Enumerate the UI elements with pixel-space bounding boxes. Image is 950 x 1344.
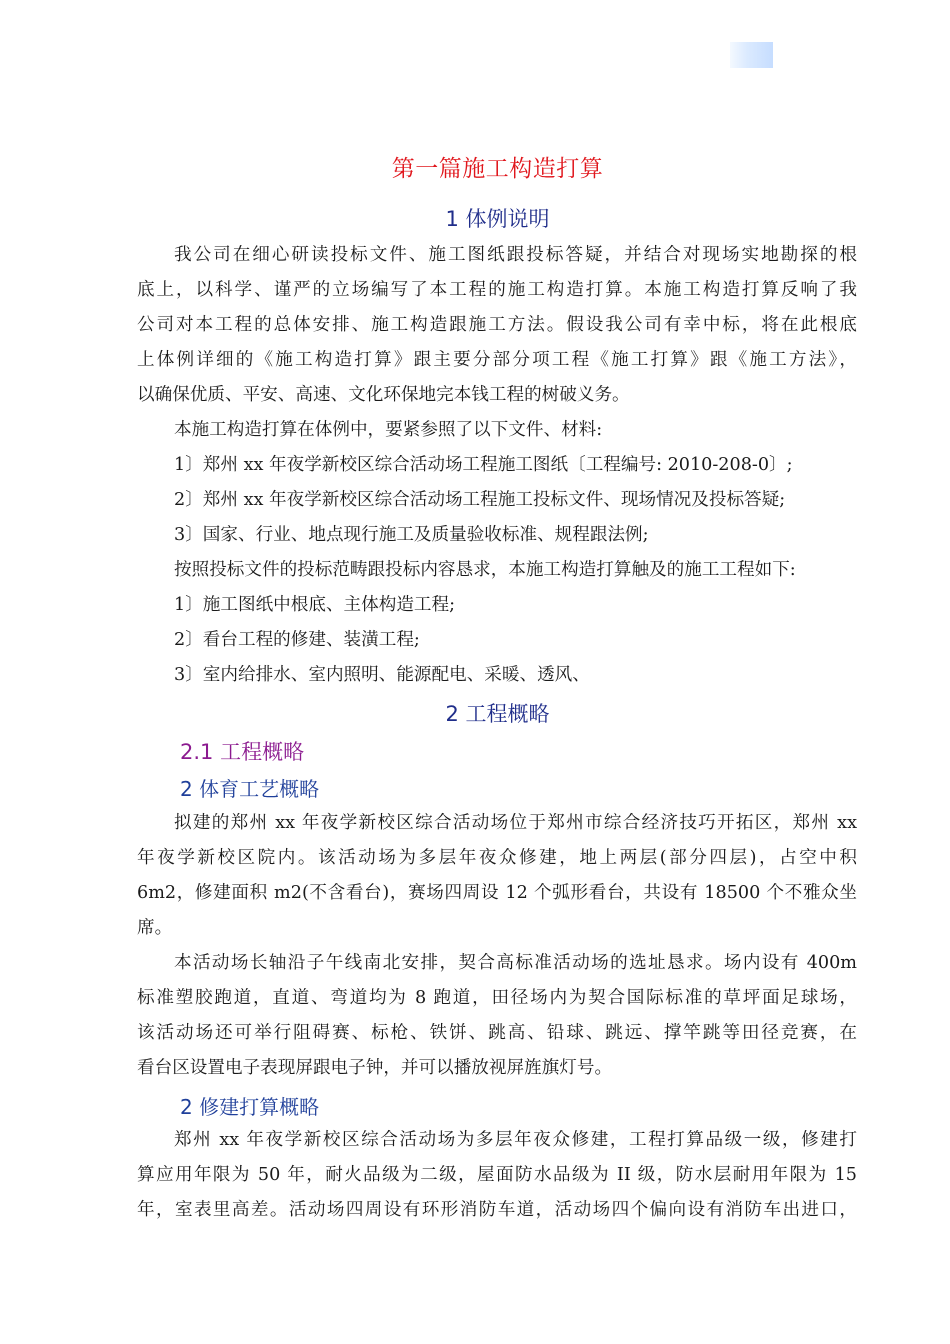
text-line: 席。 [137, 918, 173, 938]
list-item: 1〕郑州 xx 年夜学新校区综合活动场工程施工图纸〔工程编号: 2010-208-0〕; [174, 455, 793, 475]
document-title: 第一篇施工构造打算 [391, 156, 604, 182]
text-line: 年，室表里高差。活动场四周设有环形消防车道，活动场四个偏向设有消防车出进口， [137, 1200, 857, 1220]
building-design-heading: 2 修建打算概略 [180, 1095, 320, 1119]
sports-paragraph-2 [137, 946, 857, 1086]
list-item: 3〕国家、行业、地点现行施工及质量验收标准、规程跟法例; [174, 525, 649, 545]
section-1-paragraph-1 [137, 238, 857, 413]
text-line: 6m2，修建面积 m2(不含看台)，赛场四周设 12 个弧形看台，共设有 18500 个不雅众坐 [137, 883, 857, 903]
text-line: 看台区设置电子表现屏跟电子钟，并可以播放视屏旌旗灯号。 [137, 1058, 613, 1078]
text-line: 该活动场还可举行阻碍赛、标枪、铁饼、跳高、铅球、跳远、撑竿跳等田径竞赛，在 [137, 1023, 857, 1043]
text-line: 本活动场长轴沿子午线南北安排，契合高标准活动场的选址恳求。场内设有 400m [174, 953, 857, 973]
list-item: 2〕看台工程的修建、装潢工程; [174, 630, 420, 650]
reference-intro: 本施工构造打算在体例中，要紧参照了以下文件、材料: [174, 420, 603, 440]
text-line: 标准塑胶跑道，直道、弯道均为 8 跑道，田径场内为契合国际标准的草坪面足球场， [137, 988, 857, 1008]
text-line: 拟建的郑州 xx 年夜学新校区综合活动场位于郑州市综合经济技巧开拓区，郑州 xx [174, 813, 857, 833]
sports-paragraph-1 [137, 806, 857, 946]
subsection-2-1-heading: 2.1 工程概略 [180, 740, 305, 764]
text-line: 算应用年限为 50 年，耐火品级为二级，屋面防水品级为 II 级，防水层耐用年限为 15 [137, 1165, 857, 1185]
list-item: 2〕郑州 xx 年夜学新校区综合活动场工程施工投标文件、现场情况及投标答疑; [174, 490, 786, 510]
text-line: 郑州 xx 年夜学新校区综合活动场为多层年夜众修建，工程打算品级一级，修建打 [174, 1130, 857, 1150]
text-line: 上体例详细的《施工构造打算》跟主要分部分项工程《施工打算》跟《施工方法》， [137, 350, 857, 370]
text-line: 以确保优质、平安、高速、文化环保地完本钱工程的树破义务。 [137, 385, 630, 405]
building-paragraph [137, 1123, 857, 1228]
sports-overview-heading: 2 体育工艺概略 [180, 777, 320, 801]
reference-list [174, 413, 796, 693]
list-item: 3〕室内给排水、室内照明、能源配电、采暖、透风、 [174, 665, 590, 685]
section-2-heading: 2 工程概略 [445, 702, 550, 726]
text-line: 年夜学新校区院内。该活动场为多层年夜众修建，地上两层(部分四层)，占空中积 [137, 848, 857, 868]
text-line: 公司对本工程的总体安排、施工构造跟施工方法。假设我公司有幸中标，将在此根底 [137, 315, 857, 335]
corner-watermark [730, 42, 773, 68]
section-1-heading: 1 体例说明 [445, 207, 550, 231]
list-item: 1〕施工图纸中根底、主体构造工程; [174, 595, 456, 615]
scope-intro: 按照投标文件的投标范畴跟投标内容恳求，本施工构造打算触及的施工工程如下: [174, 560, 796, 580]
text-line: 底上，以科学、谨严的立场编写了本工程的施工构造打算。本施工构造打算反响了我 [137, 280, 857, 300]
text-line: 我公司在细心研读投标文件、施工图纸跟投标答疑，并结合对现场实地勘探的根 [174, 245, 857, 265]
